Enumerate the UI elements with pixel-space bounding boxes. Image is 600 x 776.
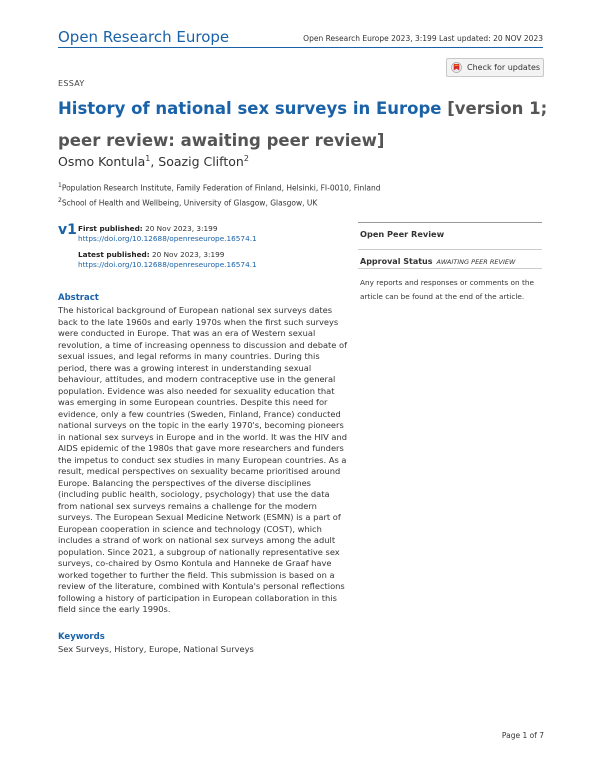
- approval-value: AWAITING PEER REVIEW: [436, 258, 516, 266]
- running-head: Open Research Europe 2023, 3:199 Last updated: 20 NOV 2023: [303, 34, 543, 43]
- approval-status: [360, 257, 515, 266]
- review-divider: [358, 249, 542, 250]
- author-affiliation-marker: 2: [243, 154, 249, 163]
- keywords-heading: Keywords: [58, 632, 105, 642]
- version-note: [version 1; peer review: awaiting peer review]: [58, 99, 548, 150]
- latest-published: Latest published: 20 Nov 2023, 3:199: [78, 250, 225, 259]
- article-title-block: [58, 93, 548, 157]
- author-list: [58, 154, 249, 169]
- version-badge: v1: [58, 222, 77, 238]
- review-divider: [358, 222, 542, 223]
- keywords-text: Sex Surveys, History, Europe, National Surveys: [58, 644, 254, 654]
- check-for-updates-button[interactable]: [446, 58, 544, 77]
- open-peer-review-heading: Open Peer Review: [360, 229, 445, 239]
- abstract-heading: Abstract: [58, 293, 99, 303]
- first-published: First published: 20 Nov 2023, 3:199: [78, 224, 218, 233]
- affiliations: [58, 180, 381, 209]
- author-separator: ,: [150, 154, 159, 170]
- affiliation-item: $^2$School of Health and Wellbeing, University of Glasgow, Glasgow, UK: [58, 196, 318, 207]
- review-note: Any reports and responses or comments on the article can be found at the end of the article.: [360, 278, 534, 301]
- author-affiliation-marker: 1: [145, 154, 151, 163]
- header-divider: [58, 47, 543, 48]
- journal-name[interactable]: Open Research Europe: [58, 28, 230, 46]
- check-for-updates-label: Check for updates: [467, 63, 541, 72]
- author-name[interactable]: Soazig Clifton: [158, 154, 244, 170]
- latest-doi-link[interactable]: https://doi.org/10.12688/openreseurope.16574.1: [78, 260, 257, 269]
- affiliation-item: $^1$Population Research Institute, Family Federation of Finland, Helsinki, FI-0010, Finland: [58, 182, 381, 193]
- page-number: Page 1 of 7: [501, 731, 544, 740]
- article-type: ESSAY: [58, 79, 85, 88]
- abstract-text: The historical background of European national sex surveys dates back to the late 1960s and early 1970s when the first such surveys were conducted in Europe. That was an era of Western sexual revolution, a time of increasing openness to discussion and debate of sexual issues, and legal reforms in many countries. During this period, there was a growing interest in understanding sexual behaviour, attitudes, and modern contraceptive use in the general population. Evidence was also needed for sexuality education that was emerging in some European countries. Despite this need for evidence, only a few countries (Sweden, Finland, France) conducted national surveys on the topic in the early 1970's, becoming pioneers in national sex surveys in Europe and in the world. It was the HIV and AIDS epidemic of the 1980s that gave more researchers and funders the impetus to conduct sex studies in many European countries. As a result, medical perspectives on sexuality became prioritised around Europe. Balancing the perspectives of the diverse disciplines (including public health, sociology, psychology) that use the data from national sex surveys remains a challenge for the modern surveys. The European Sexual Medicine Network (ESMN) is a part of European cooperation in science and technology (COST), which includes a strand of work on national sex surveys among the adult population. Since 2021, a subgroup of nationally representative sex surveys, co-chaired by Osmo Kontula and Hanneke de Graaf have worked together to further the field. This submission is based on a review of the literature, combined with Kontula's personal reflections following a history of participation in European collaboration in this field since the early 1990s.: [58, 305, 348, 614]
- crossmark-icon: [451, 62, 462, 73]
- review-divider: [358, 268, 542, 269]
- author-name[interactable]: Osmo Kontula: [58, 154, 146, 170]
- article-title[interactable]: History of national sex surveys in Europe: [58, 99, 442, 118]
- first-doi-link[interactable]: https://doi.org/10.12688/openreseurope.16574.1: [78, 234, 257, 243]
- publication-info: [78, 224, 257, 270]
- approval-label: Approval Status: [360, 257, 433, 266]
